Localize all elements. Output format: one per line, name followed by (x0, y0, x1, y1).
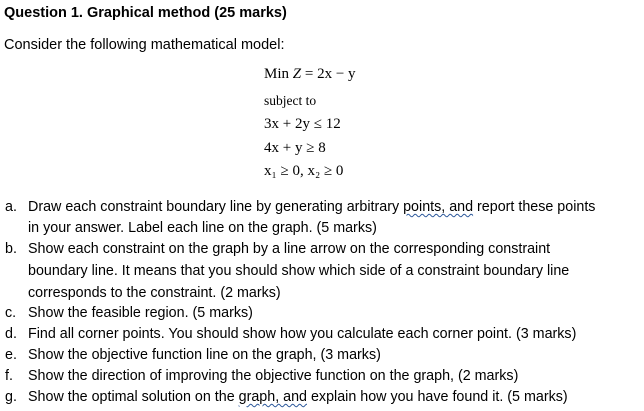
task-g-text-post: explain how you have found it. (5 marks) (307, 389, 568, 405)
task-c-letter: c. (5, 305, 17, 321)
nonnegativity-constraints: x₁ ≥ 0, x₂ ≥ 0 (264, 163, 344, 179)
subject-to-label: subject to (264, 93, 317, 108)
task-g-spellcheck-mark: graph, and (238, 389, 307, 405)
objective-variable: Z (292, 66, 302, 82)
task-a-line-2: in your answer. Label each line on the graph. (5 marks) (28, 220, 377, 236)
task-a-text-post: report these points (473, 199, 596, 215)
objective-expression: = 2x − y (304, 66, 356, 82)
task-e-text: Show the objective function line on the graph, (3 marks) (28, 347, 381, 363)
task-f-letter: f. (5, 368, 13, 384)
task-a-text-pre: Draw each constraint boundary line by generating arbitrary (28, 199, 404, 215)
task-a-line-1 (28, 198, 595, 216)
task-f-text: Show the direction of improving the objective function on the graph, (2 marks) (28, 368, 519, 384)
task-e-letter: e. (5, 347, 17, 363)
task-g-line (28, 388, 568, 406)
task-b-line-3: corresponds to the constraint. (2 marks) (28, 285, 281, 301)
task-g-letter: g. (5, 389, 17, 405)
constraint-1: 3x + 2y ≤ 12 (264, 116, 341, 132)
task-d-text: Find all corner points. You should show how you calculate each corner point. (3 marks) (28, 326, 577, 342)
question-heading: Question 1. Graphical method (25 marks) (4, 5, 287, 21)
objective-label: Min (264, 66, 290, 82)
task-a-letter: a. (5, 199, 17, 215)
objective-function (264, 66, 356, 83)
constraint-2: 4x + y ≥ 8 (264, 140, 326, 156)
task-a-spellcheck-mark: points, and (403, 199, 474, 215)
task-b-letter: b. (5, 241, 17, 257)
task-g-text-pre: Show the optimal solution on the (28, 389, 239, 405)
task-d-letter: d. (5, 326, 17, 342)
question-intro: Consider the following mathematical model: (4, 37, 285, 53)
task-b-line-1: Show each constraint on the graph by a line arrow on the corresponding constraint (28, 241, 551, 257)
task-b-line-2: boundary line. It means that you should show which side of a constraint boundary line (28, 263, 570, 279)
task-c-text: Show the feasible region. (5 marks) (28, 305, 253, 321)
